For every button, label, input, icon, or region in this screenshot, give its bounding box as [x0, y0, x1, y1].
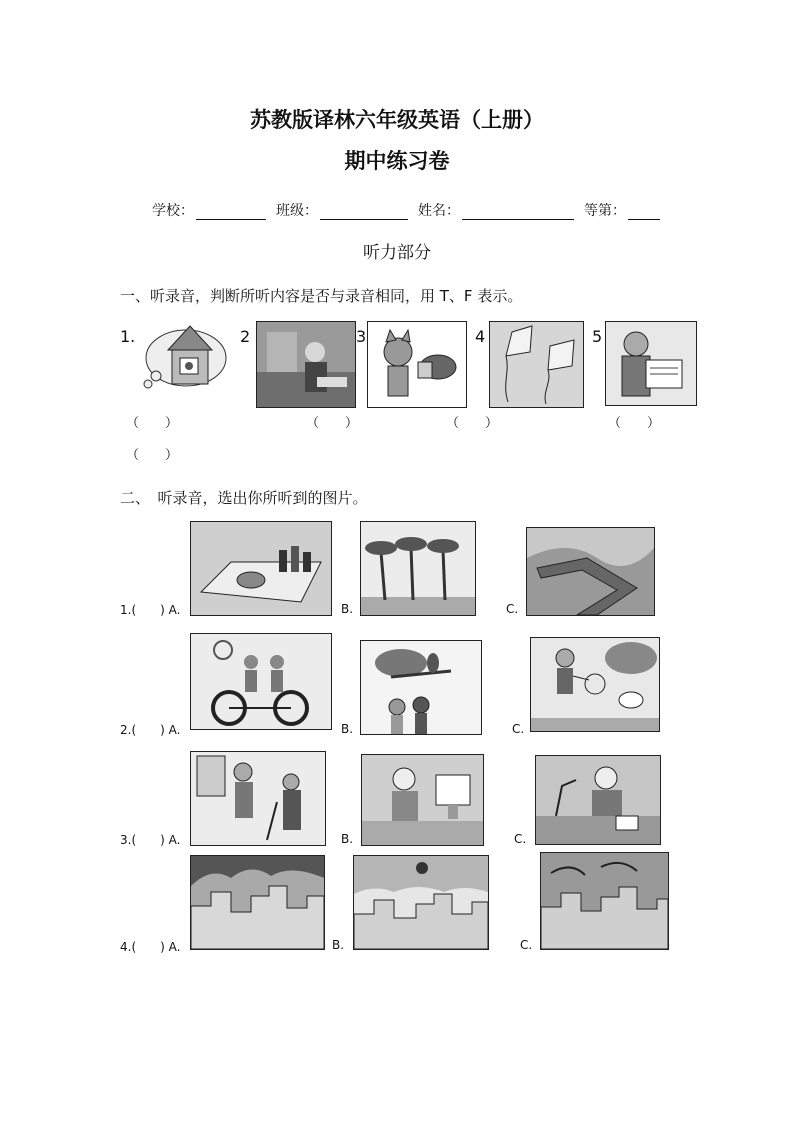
name-label: 姓名： [418, 203, 460, 219]
cleaning-picture[interactable] [190, 751, 326, 846]
part2-heading: 二、 听录音，选出你所听到的图片。 [120, 489, 368, 507]
listening-section-label: 听力部分 [363, 243, 431, 263]
document-title: 苏教版译林六年级英语（上册） [250, 107, 544, 132]
picnic-picture[interactable] [190, 521, 332, 616]
windy-city-picture[interactable] [540, 852, 669, 950]
name-blank[interactable] [462, 205, 574, 220]
class-label: 班级： [276, 203, 318, 219]
grade-blank[interactable] [628, 205, 660, 220]
part1-heading: 一、听录音，判断所听内容是否与录音相同，用 T、F 表示。 [120, 287, 523, 305]
row2-option-b: B. [341, 722, 354, 736]
writing-letter-picture[interactable] [535, 755, 661, 845]
boy-with-card-picture [605, 321, 697, 406]
tandem-bike-picture[interactable] [190, 633, 332, 730]
row1-label: 1.( ) A. [120, 603, 181, 617]
part1-number-4: 4 [475, 327, 486, 346]
school-label: 学校： [152, 203, 194, 219]
cloudy-city-picture[interactable] [190, 855, 325, 950]
answer-blank-5[interactable]: （ ） [126, 448, 179, 463]
cat-writing-picture [256, 321, 356, 408]
class-blank[interactable] [320, 205, 408, 220]
student-info-row [152, 200, 660, 220]
document-subtitle: 期中练习卷 [344, 148, 450, 173]
part1-number-1: 1. [120, 327, 136, 346]
part1-number-5: 5 [592, 327, 603, 346]
answer-blank-3[interactable]: （ ） [446, 416, 499, 431]
school-blank[interactable] [196, 205, 266, 220]
row4-label: 4.( ) A. [120, 940, 181, 954]
thinking-house-picture [138, 318, 228, 390]
grade-label: 等第： [584, 203, 626, 219]
row4-option-b: B. [332, 938, 345, 952]
row3-option-c: C. [514, 832, 527, 846]
catching-butterflies-picture[interactable] [530, 637, 660, 732]
row2-label: 2.( ) A. [120, 723, 181, 737]
row1-option-c: C. [506, 602, 519, 616]
row1-option-b: B. [341, 602, 354, 616]
row2-option-c: C. [512, 722, 525, 736]
kites-picture [489, 321, 584, 408]
part1-number-2: 2 [240, 327, 251, 346]
answer-blank-1[interactable]: （ ） [126, 416, 179, 431]
parrot-tree-picture[interactable] [360, 640, 482, 735]
computer-picture[interactable] [361, 754, 484, 846]
sunny-city-picture[interactable] [353, 855, 489, 950]
palm-trees-picture[interactable] [360, 521, 476, 616]
row4-option-c: C. [520, 938, 533, 952]
row3-option-b: B. [341, 832, 354, 846]
cat-and-dog-picture [367, 321, 467, 408]
great-wall-picture[interactable] [526, 527, 655, 616]
row3-label: 3.( ) A. [120, 833, 181, 847]
answer-blank-2[interactable]: （ ） [306, 416, 359, 431]
answer-blank-4[interactable]: （ ） [608, 416, 661, 431]
part1-number-3: 3 [356, 327, 367, 346]
